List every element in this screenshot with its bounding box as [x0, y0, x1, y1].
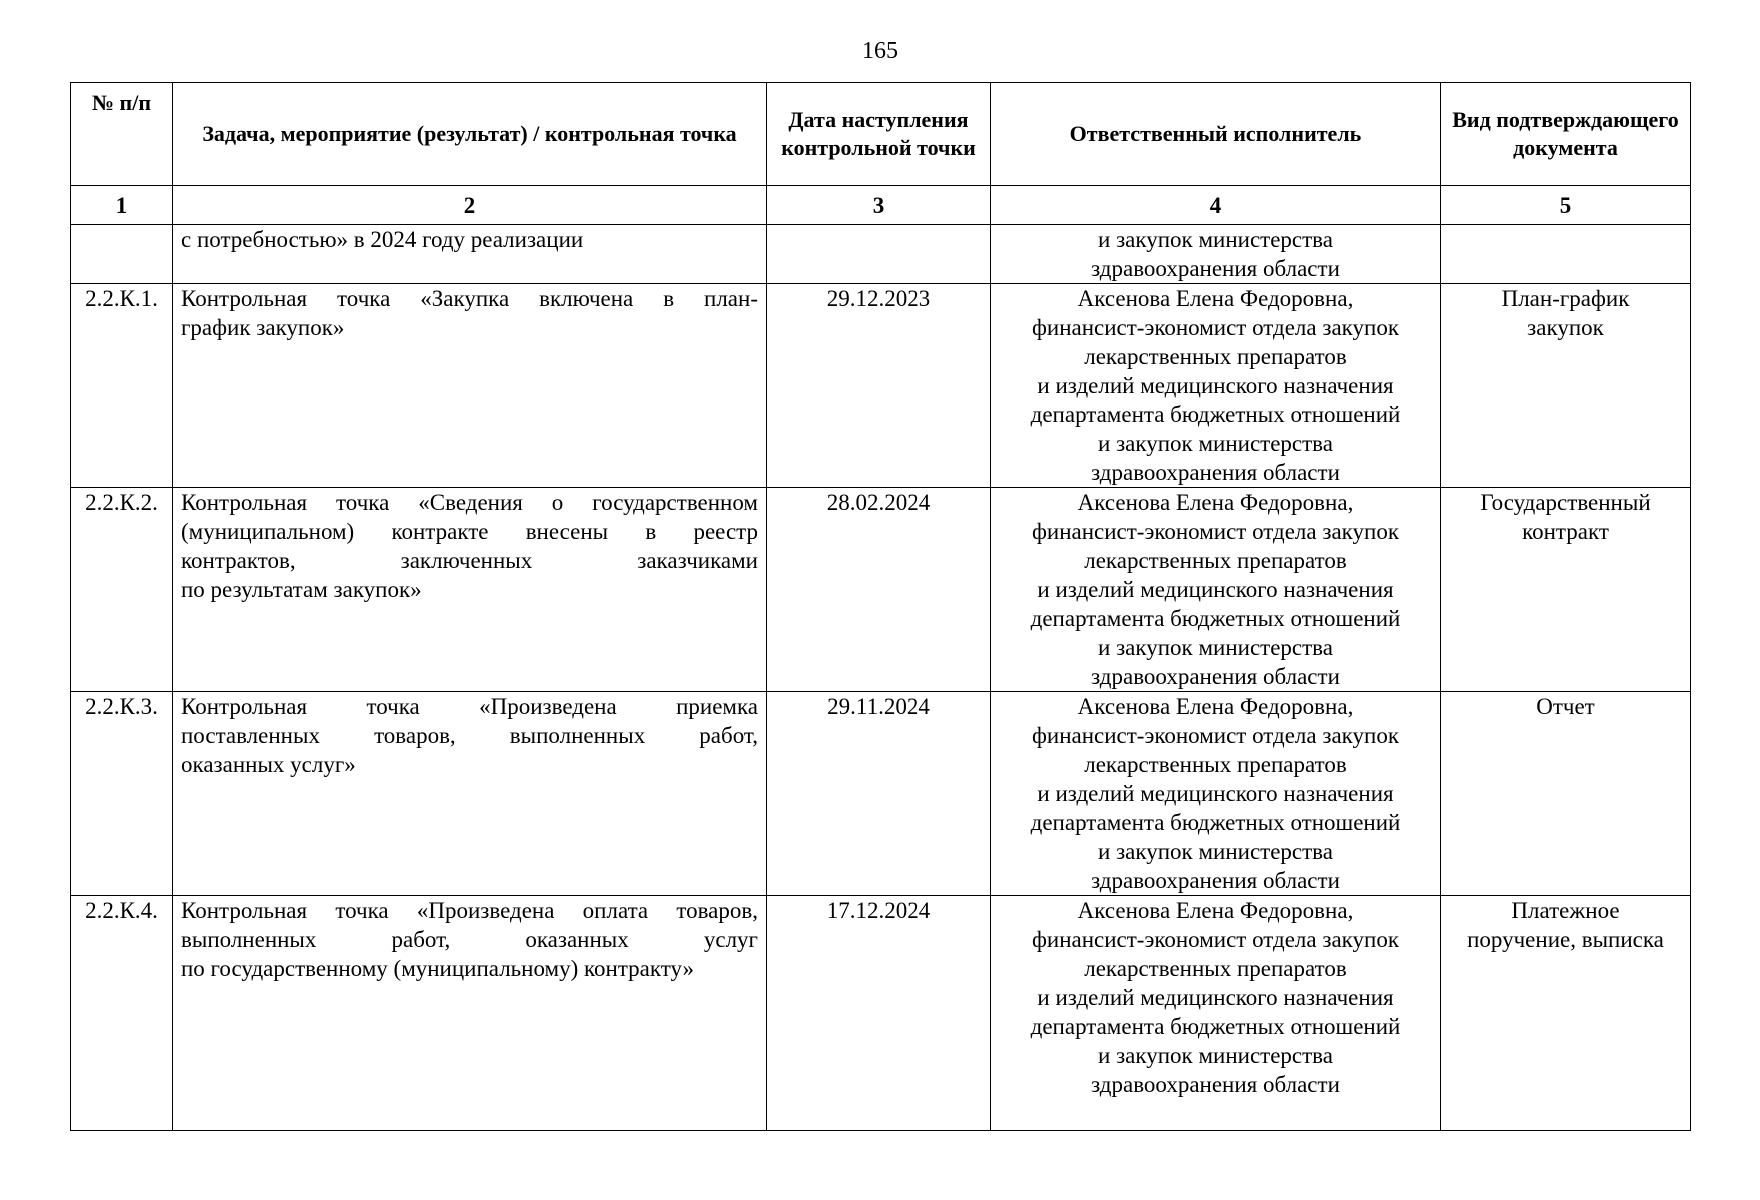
- executor-line: и закупок министерства: [1098, 227, 1333, 252]
- task-line: оказанных услуг»: [181, 752, 356, 777]
- executor-line: и изделий медицинского назначения: [1037, 781, 1394, 806]
- executor-line: департамента бюджетных отношений: [1030, 606, 1401, 631]
- header-task: Задача, мероприятие (результат) / контрольная точка: [173, 83, 767, 186]
- document-line: План-график: [1501, 286, 1630, 311]
- executor-line: лекарственных препаратов: [1084, 344, 1347, 369]
- executor-line: Аксенова Елена Федоровна,: [1077, 898, 1354, 923]
- column-number: 3: [767, 186, 991, 225]
- header-row: [71, 83, 1691, 186]
- executor-line: лекарственных препаратов: [1084, 548, 1347, 573]
- executor-line: Аксенова Елена Федоровна,: [1077, 490, 1354, 515]
- row-executor: [991, 692, 1441, 896]
- executor-line: здравоохранения области: [1091, 868, 1340, 893]
- header-num: № п/п: [71, 83, 173, 186]
- header-executor: Ответственный исполнитель: [991, 83, 1441, 186]
- row-num: [71, 225, 173, 284]
- task-line: по результатам закупок»: [181, 577, 422, 602]
- task-line: Контрольная точка «Сведения о государственном: [181, 490, 758, 515]
- task-line: Контрольная точка «Произведена оплата товаров,: [181, 898, 758, 923]
- table-row: [71, 692, 1691, 896]
- row-num: 2.2.К.3.: [71, 692, 173, 896]
- row-date: 28.02.2024: [767, 488, 991, 692]
- executor-line: департамента бюджетных отношений: [1030, 1014, 1401, 1039]
- page-number: 165: [862, 38, 898, 64]
- document-line: Отчет: [1536, 694, 1595, 719]
- row-task: [173, 896, 767, 1131]
- executor-line: департамента бюджетных отношений: [1030, 810, 1401, 835]
- continuation-row: [71, 225, 1691, 284]
- executor-line: департамента бюджетных отношений: [1030, 402, 1401, 427]
- row-document: [1441, 692, 1691, 896]
- row-num: 2.2.К.4.: [71, 896, 173, 1131]
- header-date: Дата наступления контрольной точки: [767, 83, 991, 186]
- task-line: выполненных работ, оказанных услуг: [181, 927, 758, 952]
- row-date: 17.12.2024: [767, 896, 991, 1131]
- row-executor: [991, 488, 1441, 692]
- document-line: контракт: [1522, 519, 1609, 544]
- task-line: Контрольная точка «Закупка включена в план-: [181, 286, 758, 311]
- row-task: [173, 284, 767, 488]
- executor-line: и закупок министерства: [1098, 431, 1333, 456]
- column-number: 1: [71, 186, 173, 225]
- row-num: 2.2.К.2.: [71, 488, 173, 692]
- executor-line: лекарственных препаратов: [1084, 956, 1347, 981]
- executor-line: здравоохранения области: [1091, 664, 1340, 689]
- row-executor: [991, 284, 1441, 488]
- task-line: график закупок»: [181, 315, 345, 340]
- task-line: контрактов, заключенных заказчиками: [181, 548, 758, 573]
- executor-line: Аксенова Елена Федоровна,: [1077, 286, 1354, 311]
- row-executor: [991, 896, 1441, 1131]
- table-row: [71, 896, 1691, 1131]
- executor-line: здравоохранения области: [1091, 460, 1340, 485]
- executor-line: здравоохранения области: [1091, 1072, 1340, 1097]
- row-date: 29.11.2024: [767, 692, 991, 896]
- executor-line: финансист-экономист отдела закупок: [1031, 927, 1399, 952]
- task-line: (муниципальном) контракте внесены в реестр: [181, 519, 758, 544]
- task-line: с потребностью» в 2024 году реализации: [181, 227, 584, 252]
- executor-line: и изделий медицинского назначения: [1037, 985, 1394, 1010]
- executor-line: и закупок министерства: [1098, 635, 1333, 660]
- row-num: 2.2.К.1.: [71, 284, 173, 488]
- row-document: [1441, 896, 1691, 1131]
- table-row: [71, 488, 1691, 692]
- header-document: Вид подтверждающего документа: [1441, 83, 1691, 186]
- row-executor: [991, 225, 1441, 284]
- column-number: 5: [1441, 186, 1691, 225]
- column-numbers-row: [71, 186, 1691, 225]
- row-task: [173, 225, 767, 284]
- document-line: поручение, выписка: [1467, 927, 1664, 952]
- control-points-table: [70, 82, 1691, 1131]
- executor-line: здравоохранения области: [1091, 256, 1340, 281]
- table-row: [71, 284, 1691, 488]
- executor-line: и изделий медицинского назначения: [1037, 577, 1394, 602]
- executor-line: и закупок министерства: [1098, 1043, 1333, 1068]
- row-task: [173, 692, 767, 896]
- executor-line: лекарственных препаратов: [1084, 752, 1347, 777]
- column-number: 4: [991, 186, 1441, 225]
- document-line: закупок: [1527, 315, 1604, 340]
- row-document: [1441, 488, 1691, 692]
- task-line: поставленных товаров, выполненных работ,: [181, 723, 758, 748]
- row-date: [767, 225, 991, 284]
- executor-line: финансист-экономист отдела закупок: [1031, 519, 1399, 544]
- executor-line: и закупок министерства: [1098, 839, 1333, 864]
- executor-line: финансист-экономист отдела закупок: [1031, 315, 1399, 340]
- document-line: Платежное: [1511, 898, 1620, 923]
- task-line: Контрольная точка «Произведена приемка: [181, 694, 758, 719]
- row-document: [1441, 284, 1691, 488]
- executor-line: финансист-экономист отдела закупок: [1031, 723, 1399, 748]
- row-task: [173, 488, 767, 692]
- row-date: 29.12.2023: [767, 284, 991, 488]
- task-line: по государственному (муниципальному) контракту»: [181, 956, 695, 981]
- executor-line: и изделий медицинского назначения: [1037, 373, 1394, 398]
- column-number: 2: [173, 186, 767, 225]
- document-line: Государственный: [1480, 490, 1651, 515]
- row-document: [1441, 225, 1691, 284]
- executor-line: Аксенова Елена Федоровна,: [1077, 694, 1354, 719]
